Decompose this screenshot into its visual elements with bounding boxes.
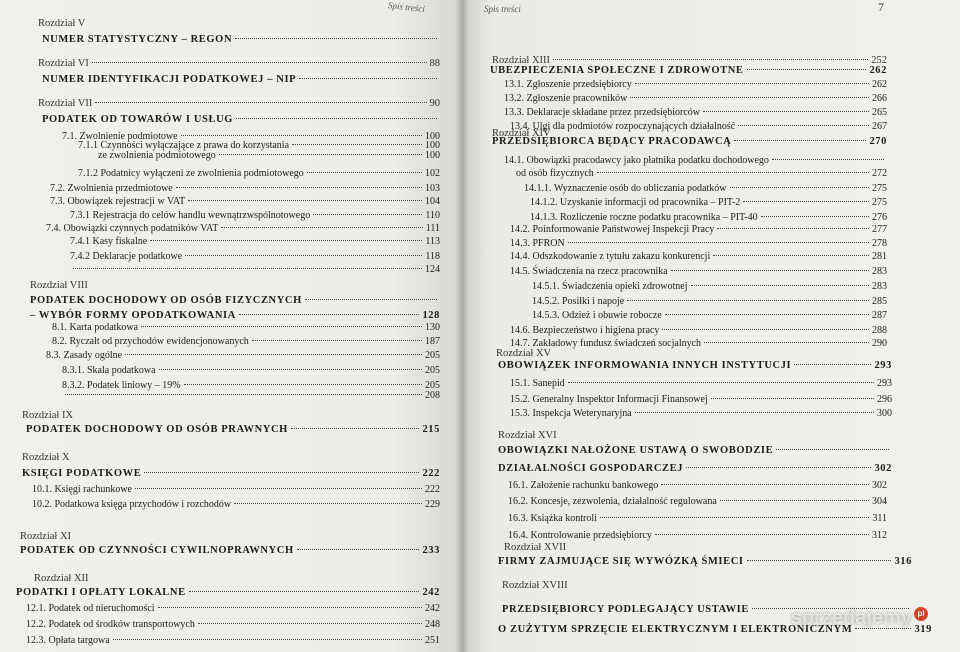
toc-page-number: 88 — [429, 58, 440, 69]
toc-entry-text: 15.3. Inspekcja Weterynaryjna — [510, 408, 632, 419]
toc-entry-text: Rozdział XVI — [498, 430, 557, 441]
toc-page-number: 187 — [425, 336, 440, 347]
dot-leader — [181, 135, 422, 136]
toc-entry-text: 7.3.1 Rejestracja do celów handlu wewnątrzwspólnotowego — [70, 210, 311, 221]
dot-leader — [189, 591, 420, 592]
toc-page-number: 242 — [425, 603, 440, 614]
toc-page-number: 290 — [872, 338, 887, 349]
toc-entry-text: 15.2. Generalny Inspektor Informacji Finansowej — [510, 394, 708, 405]
toc-entry-text: Rozdział XVII — [504, 542, 567, 553]
right-page — [462, 0, 960, 652]
toc-page-number: 293 — [874, 360, 892, 371]
toc-page-number: 316 — [894, 556, 912, 567]
toc-entry — [52, 322, 440, 333]
toc-entry-text: PODATEK DOCHODOWY OD OSÓB PRAWNYCH — [26, 424, 288, 435]
toc-page-number: 103 — [425, 183, 440, 194]
dot-leader — [150, 240, 422, 241]
toc-entry — [26, 603, 440, 614]
toc-page-number: 278 — [872, 238, 887, 249]
toc-page-number: 104 — [425, 196, 440, 207]
toc-page-number: 262 — [872, 79, 887, 90]
toc-page-number: 215 — [422, 424, 440, 435]
toc-entry-text: 8.3.2. Podatek liniowy – 19% — [62, 380, 181, 391]
dot-leader — [772, 159, 884, 160]
toc-page-number: 251 — [425, 635, 440, 646]
toc-page-number: 229 — [425, 499, 440, 510]
dot-leader — [635, 83, 869, 84]
toc-page-number: 252 — [871, 55, 887, 66]
dot-leader — [141, 326, 422, 327]
toc-entry — [508, 513, 887, 524]
toc-entry-text: Rozdział XIV — [492, 128, 551, 139]
dot-leader — [235, 38, 437, 39]
toc-entry-text: FIRMY ZAJMUJĄCE SIĘ WYWÓZKĄ ŚMIECI — [498, 556, 744, 567]
toc-entry — [508, 496, 887, 507]
chapter-label — [22, 410, 440, 421]
dot-leader — [553, 59, 868, 60]
toc-page-number: 248 — [425, 619, 440, 630]
dot-leader — [313, 214, 422, 215]
toc-entry-text: Rozdział XII — [34, 573, 89, 584]
toc-entry-text: 16.3. Książka kontroli — [508, 513, 597, 524]
dot-leader — [297, 549, 420, 550]
toc-entry-text: 14.7. Zakładowy fundusz świadczeń socjalnych — [510, 338, 702, 349]
dot-leader — [176, 187, 422, 188]
toc-entry-text: 13.4. Ulgi dla podmiotów rozpoczynających działalność — [510, 121, 736, 132]
toc-entry-text: 14.5.3. Odzież i obuwie robocze — [532, 310, 662, 321]
toc-entry — [32, 499, 440, 510]
toc-entry-text: 8.3.1. Skala podatkowa — [62, 365, 156, 376]
toc-entry — [46, 223, 440, 234]
toc-entry-text: 14.5. Świadczenia na rzecz pracownika — [510, 266, 668, 277]
toc-entry-text: 7.1. Zwolnienie podmiotowe — [62, 131, 178, 142]
toc-page-number: 275 — [872, 197, 887, 208]
toc-entry-text: 12.2. Podatek od środków transportowych — [26, 619, 195, 630]
toc-page-number: 205 — [425, 365, 440, 376]
dot-leader — [305, 299, 437, 300]
toc-entry-text: od osób fizycznych — [516, 168, 594, 179]
chapter-title — [16, 587, 440, 598]
toc-page-number: 222 — [422, 468, 440, 479]
dot-leader — [188, 200, 422, 201]
toc-page-number: 110 — [425, 210, 440, 221]
toc-entry-text: 10.1. Księgi rachunkowe — [32, 484, 132, 495]
dot-leader — [144, 472, 419, 473]
toc-entry — [50, 196, 440, 207]
dot-leader — [198, 623, 422, 624]
dot-leader — [730, 187, 870, 188]
toc-page-number: 319 — [914, 624, 932, 635]
book-gutter — [455, 0, 469, 652]
toc-entry — [510, 378, 892, 389]
dot-leader — [713, 255, 869, 256]
toc-page-number: 300 — [877, 408, 892, 419]
toc-entry-text: Rozdział VI — [38, 58, 89, 69]
toc-entry-text: 14.1. Obowiązki pracodawcy jako płatnika podatku dochodowego — [504, 155, 769, 166]
toc-entry — [532, 296, 887, 307]
toc-page-number: 111 — [425, 223, 440, 234]
toc-page-number: 118 — [425, 251, 440, 262]
toc-entry-text: 8.1. Karta podatkowa — [52, 322, 139, 333]
toc-entry — [510, 325, 887, 336]
dot-leader — [135, 488, 422, 489]
toc-entry-text: Rozdział V — [38, 18, 86, 29]
dot-leader — [159, 369, 422, 370]
toc-entry-text: 14.5.1. Świadczenia opieki zdrowotnej — [532, 281, 688, 292]
dot-leader — [686, 467, 871, 468]
running-title-left: Spis treści — [387, 0, 426, 14]
toc-page-number: 100 — [425, 140, 440, 151]
toc-entry — [70, 264, 440, 275]
toc-entry — [52, 336, 440, 347]
toc-page-number: 265 — [872, 107, 887, 118]
chapter-label — [34, 573, 440, 584]
dot-leader — [95, 102, 426, 103]
dot-leader — [221, 227, 422, 228]
chapter-label — [38, 58, 440, 69]
toc-page-number: 130 — [425, 322, 440, 333]
toc-page-number: 275 — [872, 183, 887, 194]
dot-leader — [291, 428, 420, 429]
toc-entry — [530, 212, 887, 223]
toc-entry — [516, 168, 887, 179]
toc-page-number: 124 — [425, 264, 440, 275]
dot-leader — [307, 172, 422, 173]
toc-page-number: 281 — [872, 251, 887, 262]
toc-entry — [532, 281, 887, 292]
toc-entry-text: 7.2. Zwolnienia przedmiotowe — [50, 183, 173, 194]
toc-page-number: 102 — [425, 168, 440, 179]
toc-entry — [510, 266, 887, 277]
dot-leader — [720, 500, 869, 501]
chapter-label — [30, 280, 440, 291]
dot-leader — [299, 78, 437, 79]
chapter-title — [30, 310, 440, 321]
toc-entry-text: NUMER IDENTYFIKACJI PODATKOWEJ – NIP — [42, 74, 297, 85]
dot-leader — [568, 242, 869, 243]
toc-entry-text: 16.4. Kontrolowanie przedsiębiorcy — [508, 530, 652, 541]
toc-page-number: 222 — [425, 484, 440, 495]
toc-page-number: 311 — [872, 513, 887, 524]
toc-entry-text: UBEZPIECZENIA SPOŁECZNE I ZDROWOTNE — [490, 65, 744, 76]
toc-entry-text: Rozdział X — [22, 452, 70, 463]
toc-entry — [62, 365, 440, 376]
toc-page-number: 293 — [877, 378, 892, 389]
dot-leader — [597, 172, 869, 173]
dot-leader — [711, 398, 874, 399]
toc-page-number: 100 — [425, 150, 440, 161]
toc-entry-text: 7.4.2 Deklaracje podatkowe — [70, 251, 183, 262]
toc-page-number: 270 — [869, 136, 887, 147]
toc-entry-text: Rozdział VII — [38, 98, 93, 109]
dot-leader — [776, 449, 889, 450]
toc-page-number: 302 — [874, 463, 892, 474]
toc-entry-text: Rozdział XVIII — [502, 580, 568, 591]
toc-entry-text: Rozdział IX — [22, 410, 74, 421]
toc-entry — [32, 484, 440, 495]
chapter-title — [498, 360, 892, 371]
toc-entry-text: 14.3. PFRON — [510, 238, 565, 249]
dot-leader — [252, 340, 422, 341]
toc-entry-text: 12.3. Opłata targowa — [26, 635, 110, 646]
toc-page-number: 262 — [869, 65, 887, 76]
toc-entry — [532, 310, 887, 321]
toc-entry — [26, 619, 440, 630]
toc-entry — [524, 183, 887, 194]
toc-entry — [70, 236, 440, 247]
toc-entry — [510, 394, 892, 405]
toc-entry-text: 14.1.2. Uzyskanie informacji od pracownika – PIT-2 — [530, 197, 741, 208]
toc-page-number: 267 — [872, 121, 887, 132]
toc-entry-text: KSIĘGI PODATKOWE — [22, 468, 142, 479]
toc-page-number: 277 — [872, 224, 887, 235]
watermark-text: sprzedajemy — [790, 607, 912, 629]
toc-entry-text: 14.6. Bezpieczeństwo i higiena pracy — [510, 325, 660, 336]
toc-page-number: 272 — [872, 168, 887, 179]
running-title-right: Spis treści — [484, 4, 521, 14]
toc-page-number: 288 — [872, 325, 887, 336]
toc-entry-text: Rozdział VIII — [30, 280, 88, 291]
toc-entry-text: 14.1.1. Wyznaczenie osób do obliczania podatków — [524, 183, 727, 194]
toc-entry-text: 7.4. Obowiązki czynnych podatników VAT — [46, 223, 219, 234]
toc-page-number: 208 — [425, 390, 440, 401]
toc-entry-text: ze zwolnienia podmiotowego — [98, 150, 216, 161]
dot-leader — [158, 607, 422, 608]
toc-entry — [504, 107, 887, 118]
dot-leader — [691, 285, 869, 286]
toc-entry — [50, 183, 440, 194]
chapter-title — [30, 295, 440, 306]
toc-entry-text: PODATEK DOCHODOWY OD OSÓB FIZYCZNYCH — [30, 295, 302, 306]
toc-entry-text: 13.3. Deklaracje składane przez przedsiębiorców — [504, 107, 701, 118]
dot-leader — [717, 228, 869, 229]
toc-page-number: 302 — [872, 480, 887, 491]
toc-entry-text: 16.1. Założenie rachunku bankowego — [508, 480, 659, 491]
toc-entry-text: 12.1. Podatek od nieruchomości — [26, 603, 155, 614]
toc-left — [0, 0, 462, 652]
toc-entry — [510, 251, 887, 262]
toc-page-number: 276 — [872, 212, 887, 223]
chapter-label — [20, 531, 440, 542]
toc-entry-text: 8.3. Zasady ogólne — [46, 350, 123, 361]
chapter-label — [498, 430, 892, 441]
toc-entry-text: 13.1. Zgłoszenie przedsiębiorcy — [504, 79, 632, 90]
toc-page-number: 283 — [872, 281, 887, 292]
toc-page-number: 266 — [872, 93, 887, 104]
dot-leader — [747, 560, 892, 561]
toc-page-number: 113 — [425, 236, 440, 247]
dot-leader — [747, 69, 867, 70]
toc-entry-text: Rozdział XI — [20, 531, 72, 542]
toc-page-number: 242 — [422, 587, 440, 598]
dot-leader — [703, 111, 869, 112]
toc-entry-text: 13.2. Zgłoszenie pracowników — [504, 93, 628, 104]
toc-entry-text: OBOWIĄZKI NAŁOŻONE USTAWĄ O SWOBODZIE — [498, 445, 774, 456]
dot-leader — [65, 394, 422, 395]
dot-leader — [125, 354, 422, 355]
dot-leader — [73, 268, 422, 269]
dot-leader — [734, 140, 866, 141]
dot-leader — [794, 364, 871, 365]
chapter-title — [20, 545, 440, 556]
chapter-label — [496, 348, 892, 359]
toc-entry-text: 10.2. Podatkowa księga przychodów i rozchodów — [32, 499, 232, 510]
chapter-title — [492, 136, 887, 147]
chapter-title — [26, 424, 440, 435]
dot-leader — [704, 342, 869, 343]
toc-entry-text: Rozdział XIII — [492, 55, 551, 66]
dot-leader — [113, 639, 422, 640]
chapter-label — [22, 452, 440, 463]
toc-page-number: 304 — [872, 496, 887, 507]
toc-page-number: 285 — [872, 296, 887, 307]
toc-entry-text: DZIAŁALNOŚCI GOSPODARCZEJ — [498, 463, 684, 474]
watermark-badge: pl — [914, 607, 928, 621]
toc-page-number: 100 — [425, 131, 440, 142]
toc-entry — [504, 93, 887, 104]
toc-entry-text: 7.4.1 Kasy fiskalne — [70, 236, 148, 247]
dot-leader — [761, 216, 869, 217]
toc-entry-text: PODATEK OD CZYNNOŚCI CYWILNOPRAWNYCH — [20, 545, 294, 556]
watermark-logo — [791, 607, 928, 630]
toc-entry — [508, 530, 887, 541]
chapter-title — [22, 468, 440, 479]
toc-page-number: 90 — [429, 98, 440, 109]
dot-leader — [184, 384, 422, 385]
chapter-title — [42, 34, 440, 45]
dot-leader — [738, 125, 869, 126]
toc-entry — [98, 150, 440, 161]
toc-page-number: 287 — [872, 310, 887, 321]
toc-entry-text: 7.3. Obowiązek rejestracji w VAT — [50, 196, 186, 207]
dot-leader — [292, 144, 422, 145]
toc-entry-text: Rozdział XV — [496, 348, 552, 359]
toc-entry-text: 14.4. Odszkodowanie z tytułu zakazu konkurencji — [510, 251, 711, 262]
dot-leader — [600, 517, 869, 518]
toc-entry — [78, 168, 440, 179]
toc-entry — [504, 155, 887, 166]
toc-entry-text: 7.1.2 Podatnicy wyłączeni ze zwolnienia podmiotowego — [78, 168, 304, 179]
dot-leader — [662, 329, 869, 330]
toc-entry-text: 14.1.3. Rozliczenie roczne podatku pracownika – PIT-40 — [530, 212, 758, 223]
toc-entry-text: 14.5.2. Posiłki i napoje — [532, 296, 625, 307]
toc-entry-text: 8.2. Ryczałt od przychodów ewidencjonowanych — [52, 336, 249, 347]
chapter-title — [498, 445, 892, 456]
toc-page-number: 205 — [425, 350, 440, 361]
toc-entry-text: 7.1.1 Czynności wyłączające z prawa do korzystania — [78, 140, 290, 151]
chapter-title — [498, 556, 912, 567]
toc-entry-text: PODATEK OD TOWARÓW I USŁUG — [42, 114, 234, 125]
chapter-label — [38, 18, 440, 29]
toc-entry-text: 15.1. Sanepid — [510, 378, 565, 389]
chapter-title — [490, 65, 887, 76]
dot-leader — [661, 484, 869, 485]
dot-leader — [568, 382, 874, 383]
dot-leader — [655, 534, 869, 535]
toc-page-number: 205 — [425, 380, 440, 391]
chapter-label — [38, 98, 440, 109]
left-page — [0, 0, 462, 652]
toc-entry-text: PRZEDSIĘBIORCY PODLEGAJĄCY USTAWIE — [502, 604, 749, 615]
chapter-title — [42, 74, 440, 85]
toc-entry — [508, 480, 887, 491]
toc-entry — [510, 224, 887, 235]
toc-entry-text: NUMER STATYSTYCZNY – REGON — [42, 34, 233, 45]
toc-page-number: 283 — [872, 266, 887, 277]
toc-entry-text: O ZUŻYTYM SPRZĘCIE ELEKTRYCZNYM I ELEKTRONICZNYM — [498, 624, 853, 635]
toc-entry-text: 16.2. Koncesje, zezwolenia, działalność regulowana — [508, 496, 717, 507]
page-number: 7 — [878, 0, 884, 14]
dot-leader — [630, 97, 869, 98]
dot-leader — [234, 503, 422, 504]
dot-leader — [627, 300, 869, 301]
toc-entry — [26, 635, 440, 646]
dot-leader — [92, 62, 427, 63]
toc-page-number: 233 — [422, 545, 440, 556]
toc-right — [462, 0, 960, 652]
toc-entry-text: OBOWIĄZEK INFORMOWANIA INNYCH INSTYTUCJI — [498, 360, 792, 371]
chapter-label — [504, 542, 892, 553]
toc-entry — [504, 79, 887, 90]
toc-entry-text: PRZEDSIĘBIORCA BĘDĄCY PRACODAWCĄ — [492, 136, 732, 147]
toc-entry — [530, 197, 887, 208]
dot-leader — [239, 314, 420, 315]
toc-entry-text: PODATKI I OPŁATY LOKALNE — [16, 587, 186, 598]
toc-page-number: 312 — [872, 530, 887, 541]
toc-entry-text: – WYBÓR FORMY OPODATKOWANIA — [30, 310, 236, 321]
dot-leader — [219, 154, 422, 155]
dot-leader — [743, 201, 869, 202]
dot-leader — [671, 270, 869, 271]
dot-leader — [185, 255, 422, 256]
dot-leader — [665, 314, 869, 315]
chapter-label — [502, 580, 912, 591]
chapter-title — [498, 463, 892, 474]
toc-entry — [62, 390, 440, 401]
toc-entry — [510, 238, 887, 249]
toc-entry-text: 14.2. Poinformowanie Państwowej Inspekcji Pracy — [510, 224, 715, 235]
dot-leader — [635, 412, 874, 413]
chapter-title — [42, 114, 440, 125]
toc-entry — [70, 210, 440, 221]
toc-page-number: 128 — [422, 310, 440, 321]
toc-entry — [510, 408, 892, 419]
toc-entry — [46, 350, 440, 361]
toc-entry — [70, 251, 440, 262]
dot-leader — [236, 118, 437, 119]
toc-page-number: 296 — [877, 394, 892, 405]
